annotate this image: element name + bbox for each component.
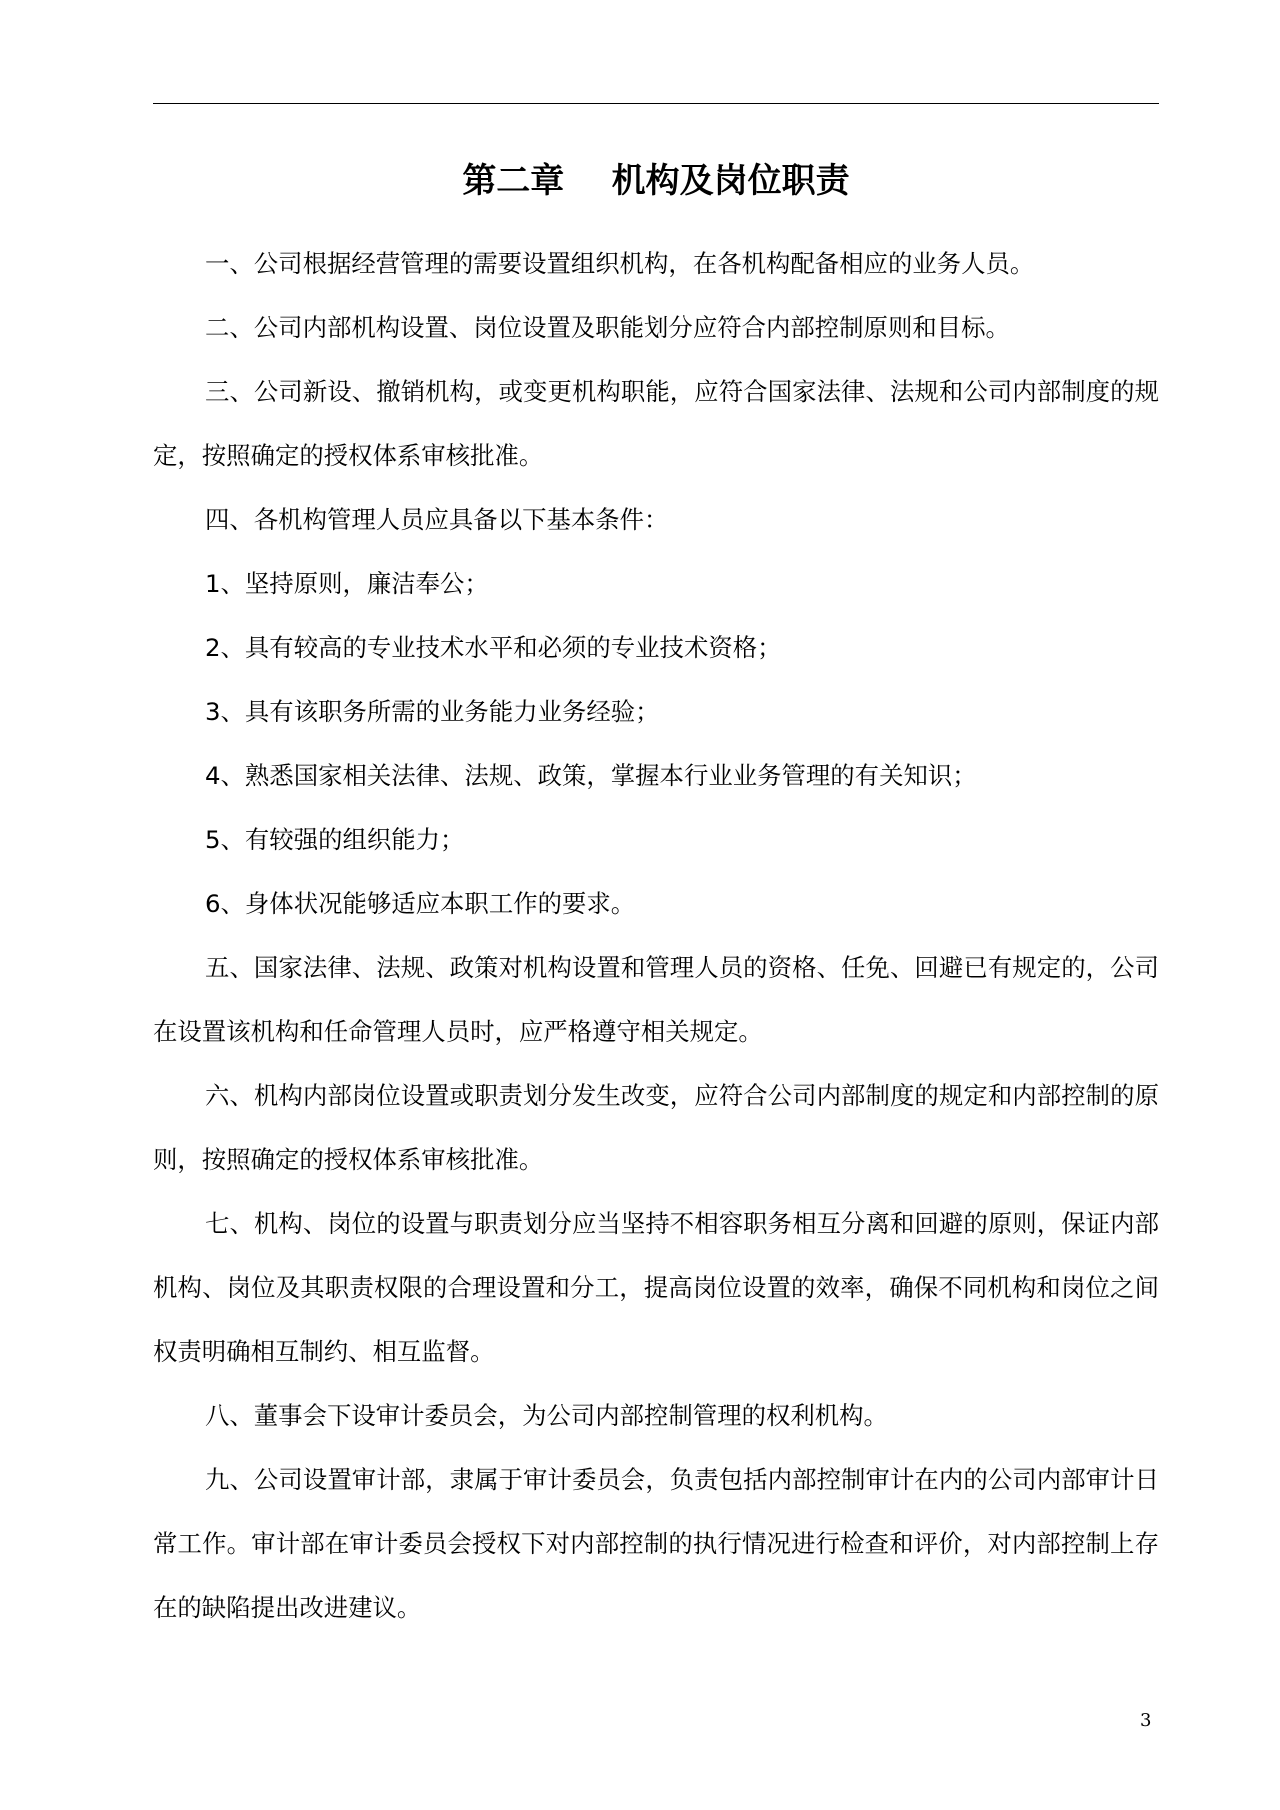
- list-item-2: 2、具有较高的专业技术水平和必须的专业技术资格；: [205, 633, 782, 662]
- paragraph-2: 二、公司内部机构设置、岗位设置及职能划分应符合内部控制原则和目标。: [205, 313, 1010, 342]
- paragraph-8: 八、董事会下设审计委员会，为公司内部控制管理的权利机构。: [205, 1401, 888, 1430]
- list-item-6: 6、身体状况能够适应本职工作的要求。: [205, 889, 636, 918]
- paragraph-6: 六、机构内部岗位设置或职责划分发生改变，应符合公司内部制度的规定和内部控制的原则，按照确定的授权体系审核批准。: [153, 1081, 1159, 1174]
- paragraph-5: 五、国家法律、法规、政策对机构设置和管理人员的资格、任免、回避已有规定的，公司在设置该机构和任命管理人员时，应严格遵守相关规定。: [153, 953, 1159, 1046]
- paragraph-9: 九、公司设置审计部，隶属于审计委员会，负责包括内部控制审计在内的公司内部审计日常工作。审计部在审计委员会授权下对内部控制的执行情况进行检查和评价，对内部控制上存在的缺陷提出改进建议。: [153, 1465, 1159, 1622]
- paragraph-4: 四、各机构管理人员应具备以下基本条件：: [205, 505, 669, 534]
- chapter-title: 第二章 机构及岗位职责: [462, 160, 850, 201]
- paragraph-3: 三、公司新设、撤销机构，或变更机构职能，应符合国家法律、法规和公司内部制度的规定，按照确定的授权体系审核批准。: [153, 377, 1159, 470]
- paragraph-1: 一、公司根据经营管理的需要设置组织机构，在各机构配备相应的业务人员。: [205, 249, 1035, 278]
- header-rule: [153, 103, 1159, 104]
- list-item-1: 1、坚持原则，廉洁奉公；: [205, 569, 489, 598]
- list-item-4: 4、熟悉国家相关法律、法规、政策，掌握本行业业务管理的有关知识；: [205, 761, 977, 790]
- paragraph-7: 七、机构、岗位的设置与职责划分应当坚持不相容职务相互分离和回避的原则，保证内部机构、岗位及其职责权限的合理设置和分工，提高岗位设置的效率，确保不同机构和岗位之间权责明确相互制约、相互监督。: [153, 1209, 1159, 1366]
- list-item-5: 5、有较强的组织能力；: [205, 825, 465, 854]
- body-text: [153, 232, 1159, 1640]
- list-item-3: 3、具有该职务所需的业务能力业务经验；: [205, 697, 660, 726]
- page-number: 3: [1140, 1710, 1152, 1731]
